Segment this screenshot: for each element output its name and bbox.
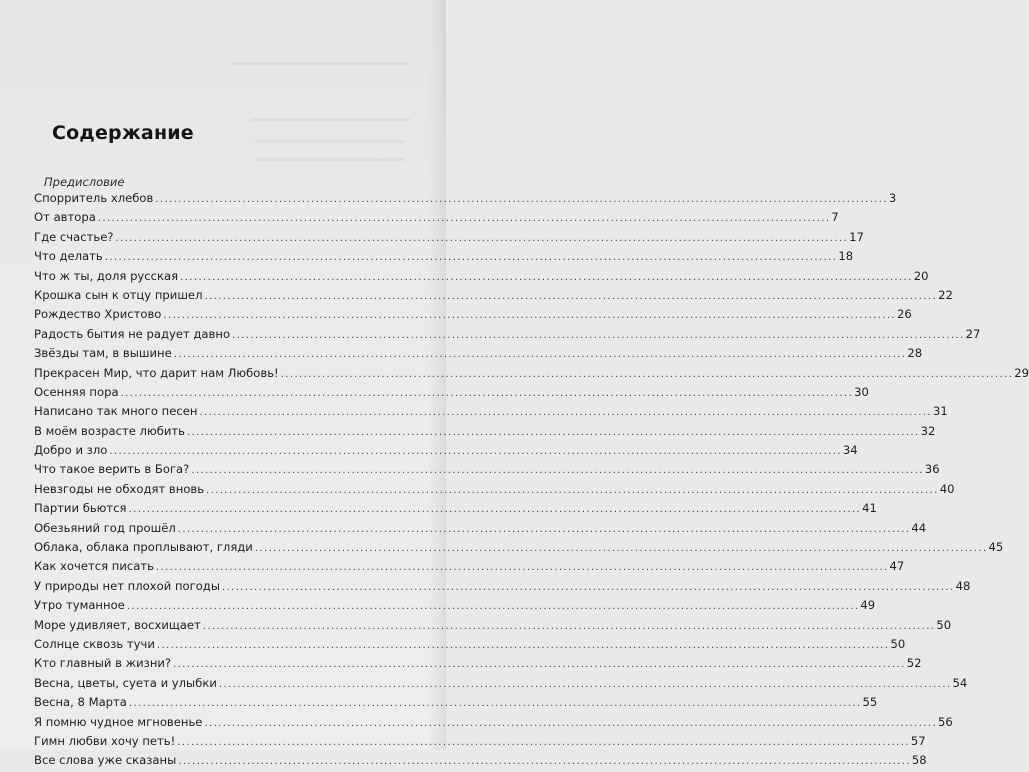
show-through-line (255, 140, 405, 143)
toc-entry (34, 635, 906, 654)
toc-leader-dots (173, 655, 906, 674)
toc-entry-title: Солнце сквозь тучи (34, 636, 155, 651)
toc-leader-dots (191, 461, 924, 480)
toc-entry (34, 577, 971, 596)
toc-leader-dots (219, 675, 952, 694)
toc-entry-title: Что ж ты, доля русская (34, 268, 179, 283)
toc-entry-title: Гимн любви хочу петь! (34, 733, 176, 748)
toc-entry-page: 56 (938, 714, 953, 729)
toc-entry-page: 27 (965, 326, 981, 341)
toc-entry-title: Что такое верить в Бога? (34, 462, 190, 477)
toc-entry (34, 441, 858, 460)
toc-entry-title: У природы нет плохой погоды (34, 578, 220, 593)
toc-entry-page: 44 (911, 520, 927, 535)
toc-entry (34, 674, 968, 693)
toc-entry-title: Облака, облака проплывают, гляди (34, 540, 253, 555)
toc-entry (34, 344, 923, 363)
toc-entry-page: 47 (889, 559, 905, 574)
toc-leader-dots (174, 345, 907, 364)
toc-entry-page: 50 (936, 617, 952, 632)
toc-leader-dots (222, 578, 955, 597)
toc-entry-page: 41 (862, 501, 877, 516)
toc-entry-title: Рождество Христово (34, 307, 162, 322)
toc-entry-page: 29 (1014, 365, 1029, 380)
show-through-line (250, 118, 410, 121)
toc-entry-page: 45 (988, 540, 1004, 555)
toc-entry (34, 383, 869, 402)
toc-entry (34, 596, 876, 615)
toc-entry (34, 228, 864, 247)
toc-entry (34, 267, 929, 286)
toc-entry-page: 54 (952, 675, 968, 690)
toc-entry-page: 48 (955, 578, 971, 593)
toc-heading: Содержание (52, 122, 194, 144)
toc-leader-dots (178, 752, 911, 771)
toc-list (34, 189, 1029, 771)
toc-entry-title: Крошка сын к отцу пришел (34, 287, 203, 302)
toc-leader-dots (129, 694, 862, 713)
toc-entry (34, 305, 912, 324)
toc-entry (34, 460, 940, 479)
toc-entry-title: Спорритель хлебов (34, 191, 154, 205)
show-through-line (255, 158, 405, 161)
toc-leader-dots (204, 287, 937, 306)
toc-entry (34, 208, 839, 227)
toc-leader-dots (127, 597, 860, 616)
toc-leader-dots (206, 481, 939, 500)
toc-entry-title: Утро туманное (34, 598, 125, 613)
toc-leader-dots (121, 384, 854, 403)
toc-leader-dots (180, 268, 913, 287)
toc-entry (34, 557, 905, 576)
toc-entry-title: Весна, цветы, суета и улыбки (34, 675, 217, 690)
toc-entry-title: В моём возрасте любить (34, 423, 185, 438)
toc-entry-title: Я помню чудное мгновенье (34, 714, 203, 729)
toc-entry-title: Как хочется писать (34, 559, 154, 574)
toc-leader-dots (163, 306, 896, 325)
toc-leader-dots (105, 248, 838, 267)
toc-entry (34, 751, 927, 770)
show-through-line (230, 62, 410, 65)
toc-entry (34, 247, 854, 266)
toc-entry-title: Радость бытия не радует давно (34, 326, 231, 341)
toc-entry-title: Осенняя пора (34, 384, 119, 399)
toc-entry-page: 26 (897, 307, 912, 322)
toc-entry (34, 713, 953, 732)
toc-entry (34, 616, 952, 635)
toc-entry-page: 18 (838, 249, 854, 264)
toc-entry-title: Море удивляет, восхищает (34, 617, 201, 632)
toc-entry (34, 654, 922, 673)
toc-entry (34, 732, 926, 751)
toc-leader-dots (157, 636, 890, 655)
toc-leader-dots (187, 423, 920, 442)
toc-leader-dots (232, 326, 965, 345)
toc-entry (34, 286, 953, 305)
toc-leader-dots (178, 520, 911, 539)
toc-leader-dots (115, 229, 848, 248)
toc-leader-dots (129, 500, 862, 519)
toc-entry (34, 538, 1004, 557)
toc-entry-title: Невзгоды не обходят вновь (34, 481, 205, 496)
toc-entry-page: 7 (831, 210, 839, 225)
toc-entry-page: 55 (862, 695, 878, 710)
toc-entry-page: 20 (913, 268, 929, 283)
toc-entry-title: Звёзды там, в вышине (34, 346, 172, 361)
toc-entry-title: Прекрасен Мир, что дарит нам Любовь! (34, 365, 279, 380)
toc-entry-page: 49 (860, 598, 876, 613)
toc-entry-page: 17 (849, 229, 864, 244)
toc-entry-page: 31 (933, 404, 948, 419)
toc-entry-page: 32 (920, 423, 936, 438)
toc-entry (34, 189, 897, 208)
toc-entry-title: Кто главный в жизни? (34, 656, 172, 671)
toc-entry-title: Партии бьются (34, 501, 127, 516)
toc-entry-page: 58 (911, 753, 927, 768)
toc-entry-title: Что делать (34, 249, 103, 264)
toc-entry (34, 519, 927, 538)
toc-entry (34, 325, 981, 344)
toc-preface-label: Предисловие (44, 175, 125, 189)
toc-leader-dots (255, 539, 988, 558)
toc-leader-dots (199, 403, 932, 422)
toc-entry-title: Весна, 8 Марта (34, 695, 127, 710)
toc-entry (34, 422, 936, 441)
toc-entry (34, 402, 948, 421)
toc-entry-page: 22 (938, 287, 953, 302)
toc-entry (34, 499, 877, 518)
toc-entry-page: 36 (924, 462, 940, 477)
toc-entry-title: Где счастье? (34, 229, 114, 244)
toc-entry-page: 28 (907, 346, 923, 361)
toc-entry-title: Написано так много песен (34, 404, 198, 419)
toc-entry (34, 364, 1029, 383)
toc-entry-page: 52 (906, 656, 922, 671)
toc-entry-page: 57 (910, 733, 926, 748)
toc-entry (34, 693, 878, 712)
toc-entry-title: Добро и зло (34, 443, 108, 458)
toc-leader-dots (204, 714, 937, 733)
toc-entry-page: 40 (939, 481, 955, 496)
toc-leader-dots (177, 733, 910, 752)
toc-leader-dots (203, 617, 936, 636)
toc-entry-page: 3 (888, 191, 897, 205)
toc-entry-title: Обезьяний год прошёл (34, 520, 176, 535)
toc-entry (34, 480, 955, 499)
toc-entry-title: Все слова уже сказаны (34, 753, 177, 768)
toc-leader-dots (98, 209, 831, 228)
toc-leader-dots (155, 190, 888, 209)
toc-entry-page: 50 (890, 636, 906, 651)
toc-entry-page: 34 (842, 443, 858, 458)
toc-leader-dots (109, 442, 842, 461)
toc-entry-page: 30 (854, 384, 869, 399)
toc-leader-dots (281, 365, 1014, 384)
toc-entry-title: От автора (34, 210, 96, 225)
toc-leader-dots (156, 558, 889, 577)
